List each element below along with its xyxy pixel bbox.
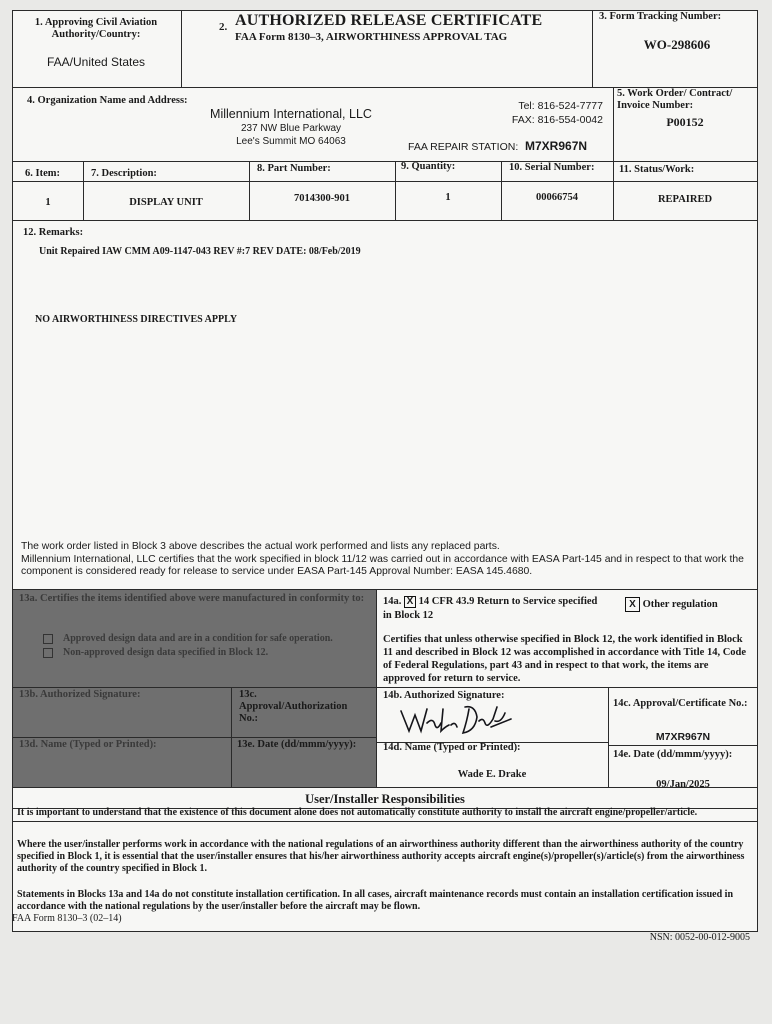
remarks-label: 12. Remarks: <box>23 227 84 238</box>
checkbox-non-approved[interactable] <box>43 648 53 658</box>
organization-tel: Tel: 816-524-7777 <box>518 100 603 112</box>
item-serial-number: 00066754 <box>536 192 578 203</box>
block-14a-option-2: X Other regulation <box>625 597 718 612</box>
nsn-number: NSN: 0052-00-012-9005 <box>649 932 750 943</box>
certification-statement-2: Millennium International, LLC certifies that the work specified in block 11/12 was carried out in accordance with EASA Part-145 and in respect to that work the component is considered ready for release to service under EASA Part-145 Approval Number: EASA 145.4680. <box>21 554 744 577</box>
item-header: 6. Item: <box>25 168 60 179</box>
description-header: 7. Description: <box>91 168 157 179</box>
part-number-header: 8. Part Number: <box>257 163 331 174</box>
remarks-line-2: NO AIRWORTHINESS DIRECTIVES APPLY <box>35 314 238 325</box>
status-work-header: 11. Status/Work: <box>619 164 695 175</box>
checkbox-approved[interactable] <box>43 634 53 644</box>
quantity-header: 9. Quantity: <box>401 161 456 172</box>
release-certificate-form <box>12 10 758 932</box>
responsibilities-paragraph-1: It is important to understand that the existence of this document alone does not automatically constitute authority to install the aircraft engine/propeller/article. <box>17 807 698 818</box>
repair-station-label: FAA REPAIR STATION: <box>408 141 519 153</box>
block-13a-option-2: Non-approved design data specified in Block 12. <box>43 647 268 658</box>
block-13c-label: 13c. Approval/Authorization No.: <box>239 689 348 724</box>
block-14a-certification-text: Certifies that unless otherwise specified in Block 12, the work identified in Block 11 and described in Block 12 was accomplished in accordance with Title 14, Code of Federal Regulations, part 43 and in respect to that work, the items are approved for return to service. <box>383 634 747 684</box>
block-1-label: 1. Approving Civil Aviation Authority/Country: <box>34 17 158 40</box>
block-13b-label: 13b. Authorized Signature: <box>19 689 141 700</box>
item-quantity: 1 <box>445 192 451 203</box>
signature-drawing <box>397 701 517 741</box>
certificate-subtitle: FAA Form 8130–3, AIRWORTHINESS APPROVAL TAG <box>235 31 508 43</box>
block-13d-label: 13d. Name (Typed or Printed): <box>19 739 157 750</box>
responsibilities-paragraph-3: Statements in Blocks 13a and 14a do not constitute installation certification. In all cases, aircraft maintenance records must contain an installation certification issued in accordance with the national regulations by the user/installer before the aircraft may be flown. <box>17 889 734 912</box>
organization-street: 237 NW Blue Parkway <box>240 123 342 134</box>
serial-number-header: 10. Serial Number: <box>509 162 595 173</box>
organization-city: Lee's Summit MO 64063 <box>236 136 346 147</box>
organization-name: Millennium International, LLC <box>210 107 372 121</box>
work-order-number: P00152 <box>666 115 704 129</box>
block-14b-label: 14b. Authorized Signature: <box>383 690 505 701</box>
form-tracking-number: WO-298606 <box>643 37 711 52</box>
release-date: 09/Jan/2025 <box>656 779 710 790</box>
item-description: DISPLAY UNIT <box>129 197 203 208</box>
authorized-signature <box>397 701 517 746</box>
item-number: 1 <box>45 197 51 208</box>
approval-certificate-number: M7XR967N <box>655 731 711 743</box>
block-14c-label: 14c. Approval/Certificate No.: <box>613 698 748 709</box>
certificate-title: AUTHORIZED RELEASE CERTIFICATE <box>235 12 543 29</box>
block-14a-option-1: 14a. X 14 CFR 43.9 Return to Service specified in Block 12 <box>383 595 598 621</box>
item-status: REPAIRED <box>657 194 713 205</box>
block-14e-label: 14e. Date (dd/mmm/yyyy): <box>613 749 733 760</box>
repair-station-number: M7XR967N <box>525 139 588 153</box>
responsibilities-title: User/Installer Responsibilities <box>305 792 465 806</box>
responsibilities-paragraph-2: Where the user/installer performs work in accordance with the national regulations of an airworthiness authority different than the airworthiness authority of the country specified in Block 1, it is essential that the user/installer ensures that his/her airworthiness authority accepts aircraft engine(s)/propeller(s)/article(s) from the airworthiness authority of the country specified in Block 1. <box>17 839 745 874</box>
organization-fax: FAX: 816-554-0042 <box>511 114 603 126</box>
certification-statement-1: The work order listed in Block 3 above describes the actual work performed and lists any replaced parts. <box>21 541 500 552</box>
block-1-value: FAA/United States <box>46 55 146 69</box>
block-13a-label: 13a. Certifies the items identified above were manufactured in conformity to: <box>19 593 365 604</box>
checkbox-14-cfr-43-9[interactable]: X <box>404 596 416 608</box>
block-14d-label: 14d. Name (Typed or Printed): <box>383 742 521 753</box>
block-4-label: 4. Organization Name and Address: <box>27 95 188 106</box>
block-13e-label: 13e. Date (dd/mmm/yyyy): <box>237 739 357 750</box>
block-5-label: 5. Work Order/ Contract/ Invoice Number: <box>617 88 733 111</box>
block-13a-option-1: Approved design data and are in a condition for safe operation. <box>43 633 333 644</box>
block-13-shaded-area <box>13 589 376 787</box>
block-2-number: 2. <box>219 21 228 33</box>
item-part-number: 7014300-901 <box>294 193 350 204</box>
block-3-label: 3. Form Tracking Number: <box>599 11 722 22</box>
authorized-name: Wade E. Drake <box>457 769 527 780</box>
form-identifier: FAA Form 8130–3 (02–14) <box>12 913 122 924</box>
remarks-line-1: Unit Repaired IAW CMM A09-1147-043 REV #:7 REV DATE: 08/Feb/2019 <box>39 246 361 257</box>
checkbox-other-regulation[interactable]: X <box>625 597 640 612</box>
